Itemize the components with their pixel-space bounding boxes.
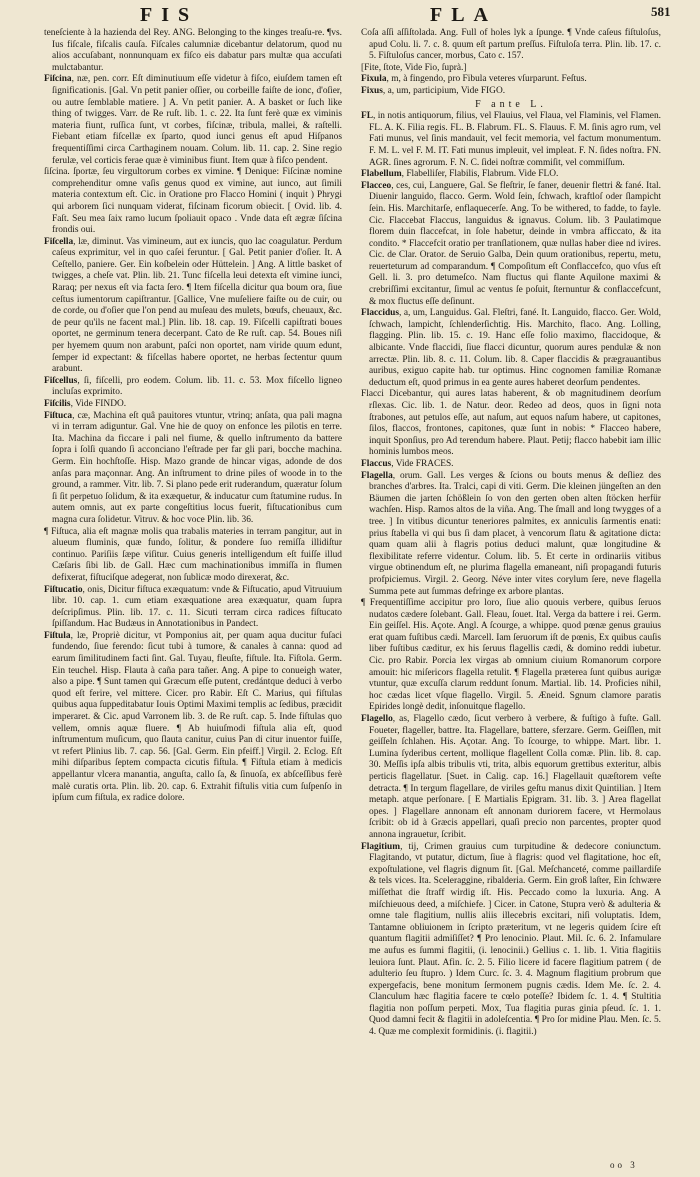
entry-lemma: Flacceo (361, 180, 392, 191)
entry-text: ces, cui, Languere, Gal. Se fleſtrir, ſe faner, deuenir flettri & fané. Ital. Diuenir languido, flacco. Germ. Wold ſein, ſchwach, kraftloſ oder ſlampicht ſein. His. Marchitarſe, enflaquecerſe. Ang. To be withered, to fadde, to fayle. Cic. Flaccebat Flaccus, languidus & ignavus. Colum. lib. 3 Paulatimque florem duin flaccefcat, in ſole habetur, deinde in vmbra afficcato, & ita condito. * Flaccefcit oratio per tranſlationem, quæ nullas haber diee nd ivires. Cic. de Clar. Orator. de Seruio Galba, Dein quum orationibus, repertu, metu, reuerteturum ad comparandum. ¶ Compoſitum eſt Conflaccefco, quo vſus eſt Gell. li. 3. pro detumeſco. Nam fluctus qui flante Aquilone maximi & crebriſſimi excitantur, ſimul ac ventus ſe poſuit, ſternuntur & conflaccefcunt, & mox fluctus eſſe deſinunt. (369, 180, 661, 307)
entry-text: orum. Gall. Les verges & ſcions ou bouts menus & deſliez des branches d'arbres. Ita. Tralci, capi di viti. Germ. Die kleinen jüngeſten an den Bäumen die jarten ſchößlein ſo von den gerten oben alten ſtöcken herfür wachſen. Hisp. Ramos altos de la viña. Ang. The ſmall and long twygges of a tree. ] In vitibus dicuntur teneriores palmites, ex anniculis ſarmentis enati: prius ſtabella vi qui bus ſi dam placet, à vencorum ſlatu & agitatione dicta: quam quam alii à flagris potius deduci malunt, quæ longitudine & flexibilitate referre videntur. Colum. lib. 5. Et certe in ordinariis vitibus virgue obtinendum eſt, ne plurima flagella emaneant, niſi propagandi futuris profpiciemus. Virgil. 2. Georg. Néve inter vites corylum ſere, neve flagella Summa pete aut ſummas defringe ex arbore plantas. (369, 470, 661, 597)
entry-lemma: Fiſcina (44, 74, 72, 85)
entry-text: læ, diminut. Vas vimineum, aut ex iuncis, quo lac coagulatur. Perdum caſeus exprimitur, vel in quo caſei feruntur. [ Gal. Petit panier d'oſier. It. A Ceſtello, paniere. Ger. Ein koſbelein oder Hüttelein. ] Ang. A little basket of twigges, a cheſe vat. Plin. lib. 21. Tunc fiſcella leui detexta eſt vimine iunci, Raraq; per nexus eſt via facta ſero. ¶ Item fiſcella dicitur qua boum ora, ſiue ceſtus iumentorum capiſtrantur. [Gallice, Vne muſeliere faiſte ou de cuir, ou de corde, ou d'oſier que l'on pend au muſeau des mulets, bœufs, cheuaux, &c. de peur qu'ils ne facent mal.] Plin. lib. 18. cap. 19. Fiſcelli capiſtrati boues oportet, ne germinum tenera decerpant. Cato de Re ruſt. cap. 54. Boues niſi per hyemem quum non arabunt, paſci non oportet, nam viride quum edunt, ſemper id expectant: & fiſcellas habere oportet, ne herbas ſectentur quum arabunt. (52, 236, 342, 375)
entry-lemma: FL (361, 111, 373, 122)
dictionary-entry: Fiſtula, læ, Propriè dicitur, vt Pomponius ait, per quam aqua ducitur fuſaci fundendo, ſiue ferendo: ſicut tubi à tumore, & canales à canna: quod ad earum ſimilitudinem facti ſint. Gal. Tuyau, fleuſte, fiſtule. Ita. Fiſtola. Germ. Ein teuchel. Hisp. Flauta à caña para tañer. Ang. A pipe to conueigh water, also a pipe. ¶ Sunt tamen qui Græcum eſſe putent, credántque deduci à verbo quod eſt ferire, vel mittere. Cicer. pro Rabir. Eſt C. Marius, qui fiſtulas quibus aqua ſuppeditabatur Iouis Optimi Maximi templis ac ſedibus, præcidit imperaret. & Cic. apud Varronem lib. 3. de Re ruſt. cap. 5. Inde fiſtulas quo vellem, omnis aquæ fluere. ¶ Ab huiuſmodi fiſtula alia eſt, quod inſtrumentum muſicum, quo ſlauta canitur, cuius Pan di citur inuentor fuiſſe, vt refert Plinius lib. 7. cap. 56. [Gal. Germ. Ein pfeiff.] Virgil. 2. Eclog. Eſt mihi diſparibus ſeptem compacta cicutis fiſtula. ¶ Fiſtula etiam à medicis appellantur vlcera manantia, anguſta, callo ſa, & ſinuoſa, ex abſceſſibus ferè malè curatis orta. Plin. lib. 20. cap. 6. Extrahit fiſtulis vitia cum ſuſpenſo in ipſum cum fiſtula, ex radice dolore. (44, 630, 342, 804)
entry-lemma: Flaccus (361, 458, 392, 469)
entry-text: ſi, fiſcelli, pro eodem. Colum. lib. 11. c. 53. Mox fiſcello ligneo incluſas exprimito. (52, 375, 342, 398)
running-head-left: FIS (140, 4, 199, 26)
entry-lemma: Fiſtula (44, 630, 71, 641)
dictionary-entry: Flabellum, Flabelliſer, Flabilis, Flabrum. Vide FLO. (361, 169, 559, 180)
dictionary-entry: Fiſcella, læ, diminut. Vas vimineum, aut ex iuncis, quo lac coagulatur. Perdum caſeus exprimitur, vel in quo caſei feruntur. [ Gal. Petit panier d'oſier. It. A Ceſtello, paniere. Ger. Ein koſbelein oder Hüttelein. ] Ang. A little basket of twigges, a cheſe vat. Plin. lib. 21. Tunc fiſcella leui detexta eſt vimine iunci, Raraq; per nexus eſt via facta ſero. ¶ Item fiſcella dicitur qua boum ora, ſiue ceſtus iumentorum capiſtrantur. [Gallice, Vne muſeliere faiſte ou de cuir, ou de corde, ou d'oſier que l'on pend au muſeau des mulets, bœufs, cheuaux, &c. de peur qu'ils ne facent mal.] Plin. lib. 18. cap. 19. Fiſcelli capiſtrati boues oportet, ne germinum tenera decerpant. Cato de Re ruſt. cap. 54. Boues niſi per hyemem quum non arabunt, paſci non oportet, nam viride quum edunt, ſemper id expectant: & fiſcellas habere oportet, ne herbas ſectentur quum arabunt. (44, 236, 342, 375)
right-column (361, 28, 661, 1158)
running-head-right: FLA (430, 4, 497, 26)
dictionary-entry: Flagitium, tij, Crimen grauius cum turpitudine & dedecore coniunctum. Flagitando, vt putatur, dictum, ſiue à flagris: quod vel flagitatione, hoc eſt, expoſtulatione, vel flagris dignum ſit. [Gal. Meſchanceté, comme paillardiſe & tels vices. Ita. Sceleraggine, ribalderia. Germ. Ein groß laſter, Ein ſchwære miſſethat die ſtraff wirdig iſt. His. Peccado como la luxuria. Ang. A miſchieuous deed, a miſchiefe. ] Cicer. in Catone, Stupra verò & adulteria & omne tale flagitium, nullis aliis illecebris excitari, niſi voluptatis. Idem, Tantamne obliuionem in ſcripto præteritum, vt ne legeris quidem ſcire eſt quantum flagitii admiſiſſet? ¶ Pro lenocinio. Plaut. Mil. ſc. 6. 2. Infamulare me aufus es ſummi flagitii, (i. lenocinii.) Gellius c. 1. lib. 1. Vitia flagitiis leuiora ſunt. Plaut. Afin. ſc. 2. 5. Filio licere id facere flagitium patrem ( de adulterio ſeu ſtupro. ) Idem Curc. ſc. 3. 4. Magnum flagitium probrum que expergefacis, bene monitum ſermonem pugnis cædis. Idem Me. ſc. 2. 4. Clanculum hæc flagitia facere te cœlo poteſſe? Ibidem ſc. 1. 4. ¶ Stultitia flagitia non poſſum perpeti. Mox, Tua flagitia puras ginia pſeud. ſc. 1. 1. Quod damni fecit & flagitii in adoleſcentia. ¶ Pro ſor midine Plau. Men. ſc. 5. 4. Quæ me complexit formidinis. (i. flagitii.) (361, 841, 661, 1038)
entry-text: læ, Propriè dicitur, vt Pomponius ait, per quam aqua ducitur fuſaci fundendo, ſiue ferendo: ſicut tubi à tumore, & canales à canna: quod ad earum ſimilitudinem facti ſint. Gal. Tuyau, fleuſte, fiſtule. Ita. Fiſtola. Germ. Ein teuchel. Hisp. Flauta à caña para tañer. Ang. A pipe to conueigh water, also a pipe. ¶ Sunt tamen qui Græcum eſſe putent, credántque deduci à verbo quod eſt ferire, vel mittere. Cicer. pro Rabir. Eſt C. Marius, qui fiſtulas quibus aqua ſuppeditabatur Iouis Optimi Maximi templis ac ſedibus, præcidit imperaret. & Cic. apud Varronem lib. 3. de Re ruſt. cap. 5. Inde fiſtulas quo vellem, omnis aquæ fluere. ¶ Ab huiuſmodi fiſtula alia eſt, quod inſtrumentum muſicum, quo ſlauta canitur, cuius Pan di citur inuentor fuiſſe, vt refert Plinius lib. 7. cap. 56. [Gal. Germ. Ein pfeiff.] Virgil. 2. Eclog. Eſt mihi diſparibus ſeptem compacta cicutis fiſtula. ¶ Fiſtula etiam à medicis appellantur vlcera manantia, anguſta, callo ſa, & ſinuoſa, ex abſceſſibus ferè malè curatis orta. Plin. lib. 20. cap. 6. Extrahit fiſtulis vitia cum ſuſpenſo in ipſum cum fiſtula, ex radice dolore. (52, 630, 342, 804)
entry-text: Coſa aſſi aſſiſtolada. Ang. Full of holes lyk a ſpunge. ¶ Vnde caſeus fiſtuloſus, apud Colu. li. 7. c. 8. quum eſt partum preſſus. Fiſtuloſa terra. Plin. lib. 17. c. 5. Fiſtuloſus cancer, morbus, Cato c. 157. (361, 28, 661, 62)
entry-lemma: Fiſtuca (44, 410, 73, 421)
entry-text: Vide FRACES. (395, 458, 454, 469)
entry-text: ¶ Frequentiſſime accipitur pro loro, ſiue alio quouis verbere, quibus ſeruos nudatos cædere ſolebant. Gall. Fleau, ſouet. Ital. Verga da battere i rei. Germ. Ein geiſſel. His. Açote. Angl. A ſcourge, a whippe. quod pœnæ genus grauius erat quam fuſtibus cædi. Marcell. Iam ſeruorum iſt de pœnis, Ex quibus cauſis liber fuſtibus cæditur, ex his ſeruus flagellis cædi, & domino reddi iubetur. Cic. pro Rabir. Porcia lex virgas ab omnium ciuium Romanorum corpore amouit: hic miſericors flagella retulit. ¶ Flagella præterea ſunt quibus aurigæ vtuntur, quæ excuſſa clarum reddunt ſonum. Martial. lib. 14. Proficies nihil, hoc cædas licet vſque flagello. Virgil. 5. Æneid. Sgnum clamore paratis Epirides longè dedit, inſonuitque flagello. (361, 598, 661, 713)
entry-text: ſiſcina. ſportæ, ſeu virgultorum corbes ex vimine. ¶ Denique: Fiſcinæ nomine comprehenditur omne vaſis genus quod ex vimine, aut iunco, aut ſimili materia contextum eſt. Cic. in Oratione pro Flacco Homini ( inquit ) Phrygi qui arborem ſici nunquam viderat, fiſcinam ficorum obiecit. [ Ovid. lib. 4. Faſt. Seu mea ſaix ramo lucum ſpoliauit opaco . Vnde data eſt ægræ ſiſcina frondis oui. (44, 167, 342, 236)
entry-text: teneſciente à la hazienda del Rey. ANG. Belonging to the kinges treaſu-re. ¶vs. Ius fiſcale, fiſcalis cauſa. Fiſcales calumniæ dicebantur delatorum, quod nu alios accuſabant, nonnunquam ex fiſco eis dabatur pars multæ qua accuſati mulctabantur. (44, 28, 342, 73)
entry-text: as, Flagello cædo, ſicut verbero à verbere, & fuſtigo à fuſte. Gall. Foueter, flageller, battre. Ita. Flagellare, battere, sferzare. Germ. Geiſſlen, mit geiſſeln ſchlahen. His. Açotar. Ang. To ſcourge, to whippe. Mart. libr. 1. Lumina ſyderibus certent, mollique flagellent Colla comæ. Plin. lib. 8. cap. 30. Meſſis ipſa albis tribulis vti, trita, albis equorum grettibus exteritur, albis perticis flagellatur. [Suet. in Calig. cap. 16.] Flagellauit quæſtorem veſte detracta. ¶ In tergum flagellare, de viriles geſtu manus dixit Quintilian. ] Item metaph. atque perſonare. [ E Martialis Epigram. 31. lib. 3. ] Area flagellat opes. ] Flagellare annonam eſt annonam duriorem facere, vt Hermolaus ſcribit: ob id à Græcis appellari, quaſi precio non parcentes, propter quod annona ingrauetur, ſcribit. (369, 714, 661, 840)
dictionary-entry: FL, in notis antiquorum, filius, vel Flauius, vel Flaua, vel Flaminis, vel Flamen. FL. A. K. Filia regis. FL. B. Flabrum. FL. S. Flauus. F. M. ſinis agro rum, vel Fati munus, vel ſinis mandauit, vel fecit memoria, vel factum monumentum. F. M. L. vel F. M. IT. Fati munus impleuit, vel impleat. F. N. ſides noſtra. FN. AGR. ſines agrorum. F. N. C. ſidei noſtræ commiſit, vel commiſſum. (361, 111, 661, 168)
entry-text: a, um, participium, Vide FIGO. (387, 85, 506, 96)
dictionary-entry (44, 167, 342, 237)
entry-lemma: Fiſcellus (44, 375, 78, 386)
entry-text: in notis antiquorum, filius, vel Flauius, vel Flaua, vel Flaminis, vel Flamen. FL. A. K. Filia regis. FL. B. Flabrum. FL. S. Flauus. F. M. ſinis agro rum, vel Fati munus, vel ſinis mandauit, vel fecit memoria, vel factum monumentum. F. M. L. vel F. M. IT. Fati munus impleuit, vel impleat. F. N. ſides noſtra. FN. AGR. ſines agrorum. F. N. C. ſidei noſtræ commiſit, vel commiſſum. (369, 111, 661, 168)
entry-text: onis, Dicitur fiſtuca exæquatum: vnde & Fiſtucatio, apud Vitruuium libr. 10. cap. 1. cum etiam exæquatione area exæquatur, quam ſupra deſcripſimus. Plin. lib. 17. c. 11. Sicuti terram circa radices fiſtucato ſpiſſandum. Hac Budæus in Annotationibus in Pandect. (52, 584, 342, 630)
dictionary-entry: Fiſcellus, ſi, fiſcelli, pro eodem. Colum. lib. 11. c. 53. Mox fiſcello ligneo incluſas exprimito. (44, 375, 342, 398)
dictionary-entry (361, 63, 661, 75)
dictionary-entry: Fixus, a, um, participium, Vide FIGO. (361, 85, 506, 96)
dictionary-entry (44, 527, 342, 585)
entry-text: ¶ Fiſtuca, alia eſt magnæ molis qua trabalis materies in terram pangitur, aut in alueum fluminis, quæ fundo, ſolitur, & pondere ſuo remiſſa illidiſtur continuo. Pariſiis ſæpe viſitur. Cuius generis intelligendum eſt fuiſſe illud Cæſaris ſibi lib. de Gall. Hæc cum machinationibus immiſſa in flumen defixerat, fiſtuciſque adegerat, non ſublicæ modo direxerat, &c. (44, 526, 342, 583)
entry-lemma: Flabellum (361, 169, 402, 180)
dictionary-entry: Flaccus, Vide FRACES. (361, 458, 454, 469)
signature-mark: oo 3 (610, 1160, 638, 1170)
entry-lemma: Flagello (361, 714, 393, 725)
dictionary-entry (44, 28, 342, 74)
entry-text: cæ, Machina eſt quâ pauitores vtuntur, vtrinq; anſata, qua pali magna vi in terram adiguntur. Gal. Vne hie de quoy on enfonce les pilotis en terre. Ita. Machina da ficcare i pali nel fiume, & quello inſtrumento da battere ſopra i ſolſi quando ſi acconciano l'eſtrade per far gli pari, bocche machina. Germ. Ein hochſtoſſe. Hisp. Mazo grande de hincar vigas, adonde de dos anſas para maçonnar. Ang. An inſtrument to drine piles of woode in to the ground, a rammer. Vitr. lib. 7. Si plano pede erit ruderandum, quæratur ſolum ſi ſit perpetuo ſolidum, & ita exæquetur, & inducatur cum ſtatumine rudus. In autem omnis, aut ex parte congeſtitius locus fuerit, fiſtucationibus cum magna cura ſolidetur. Vitruv. & hoc voce Plin. lib. 36. (52, 410, 342, 525)
dictionary-entry: Fixula, m, à fingendo, pro Fibula veteres vſurparunt. Feſtus. (361, 74, 587, 85)
page-number: 581 (651, 4, 671, 19)
entry-text: Flabelliſer, Flabilis, Flabrum. Vide FLO. (406, 169, 559, 180)
entry-text: næ, pen. corr. Eſt diminutiuum eſſe videtur à fiſco, eiuſdem tamen eſt ſignificationis. [Gal. Vn petit panier oſſier, ou corbeille faiſte de ionc, d'oſier, ou autre ſemblable matiere. ] A. Vn petit panier. A. A basket or ſuch like thing of twigges. Varr. de Re ruſt. lib. 1. c. 22. Ita ſunt ferè quæ ex viminis materia fiunt, ruſſica ſunt, vt corbes, fiſcinæ, tribula, mallei, & raſtelli. Fiebant etiam fiſcellæ ex ſparto, quod iunci genus eſt apud Hiſpanos frequentiſſimi circa Carthaginem nouam. Colum. lib. 11. cap. 2. Sine regio ferulæ, vel corticis ferae quæ è viminibus fiunt. Item quæ à fiſco pendent. (52, 74, 342, 166)
dictionary-entry (361, 598, 661, 714)
entry-lemma: Flagella (361, 470, 393, 481)
entry-text: Flacci Dicebantur, qui aures latas haberent, & ob magnitudinem deorſum rſlexas. Cic. lib. 1. de Natur. deor. Redeo ad deos, quos in ſigni nota ſtrabones, aut petulos eſſe, aut naſum, aut equos naſum habere, ut capitones, ſilos, flaccos, frontones, capitones, quæ ſunt in nobis: * Flacceo habere, inquit Sponſius, pro Ad terendum habere. Plaut. Petij; flacco habebit iam illic hominis lumbos meos. (361, 389, 661, 458)
entry-lemma: Fiſtucatio (44, 584, 83, 595)
entry-text: Vide FINDO. (75, 399, 127, 409)
entry-lemma: Fiſcilis (44, 399, 71, 409)
entry-lemma: Fixus (361, 85, 383, 96)
dictionary-entry: Flacceo, ces, cui, Languere, Gal. Se fleſtrir, ſe faner, deuenir flettri & fané. Ital. Diuenir languido, flacco. Germ. Wold ſein, ſchwach, kraftloſ oder ſlampicht ſein. His. Marchitarſe, enflaquecerſe. Ang. To be withered, to fadde, to fayle. Cic. Flaccebat Flaccus, languidus & ignavus. Colum. lib. 3 Paulatimque florem duin flaccefcat, in ſole habetur, deinde in vmbra afficcato, & ita condito. * Flaccefcit oratio per tranſlationem, quæ nullas haber diee nd ivires. Cic. de Clar. Orator. de Seruio Galba, Dein quum orationibus, repertu, metu, reuerteturum ad comparandum. ¶ Compoſitum eſt Conflaccefco, quo vſus eſt Gell. li. 3. pro detumeſco. Nam fluctus qui flante Aquilone maximi & crebriſſimi excitantur, ſimul ac ventus ſe poſuit, ſternuntur & conflaccefcunt, & mox fluctus eſſe deſinunt. (361, 180, 661, 307)
entry-text: tij, Crimen grauius cum turpitudine & dedecore coniunctum. Flagitando, vt putatur, dictum, ſiue à flagris: quod vel flagitatione, hoc eſt, expoſtulatione, vel flagris dignum ſit. [Gal. Meſchanceté, comme paillardiſe & tels vices. Ita. Sceleraggine, ribalderia. Germ. Ein groß laſter, Ein ſchwære miſſethat die ſtraff wirdig iſt. His. Peccado como la luxuria. Ang. A miſchieuous deed, a miſchiefe. ] Cicer. in Catone, Stupra verò & adulteria & omne tale flagitium, nullis aliis illecebris excitari, niſi voluptatis. Idem, Tantamne obliuionem in ſcripto præteritum, vt ne legeris quidem ſcire eſt quantum flagitii admiſiſſet? ¶ Pro lenocinio. Plaut. Mil. ſc. 6. 2. Infamulare me aufus es ſummi flagitii, (i. lenocinii.) Gellius c. 1. lib. 1. Vitia flagitiis leuiora ſunt. Plaut. Afin. ſc. 2. 5. Filio licere id facere flagitium patrem ( de adulterio ſeu ſtupro. ) Idem Curc. ſc. 3. 4. Magnum flagitium probrum que expergefacis, bene monitum ſermonem pugnis cædis. Idem Me. ſc. 2. 4. Clanculum hæc flagitia facere te cœlo poteſſe? Ibidem ſc. 1. 4. ¶ Stultitia flagitia non poſſum perpeti. Mox, Tua flagitia puras ginia pſeud. ſc. 1. 1. Quod damni fecit & flagitii in adoleſcentia. ¶ Pro ſor midine Plau. Men. ſc. 5. 4. Quæ me complexit formidinis. (i. flagitii.) (369, 841, 661, 1038)
entry-text: m, à fingendo, pro Fibula veteres vſurparunt. Feſtus. (391, 74, 587, 85)
entry-lemma: Flaccidus (361, 308, 400, 319)
dictionary-entry: Flagella, orum. Gall. Les verges & ſcions ou bouts menus & deſliez des branches d'arbres. Ita. Tralci, capi di viti. Germ. Die kleinen jüngeſten an den Bäumen die jarten ſchößlein ſo von den gerten oben alten ſtöcken herfür wachſen. Hisp. Ramos altos de la viña. Ang. The ſmall and long twygges of a tree. ] In vitibus dicuntur teneriores palmites, ex anniculis ſarmentis enati: prius ſtabella vi qui bus ſi dam placet, à vencorum ſlatu & agitatione dicta: quam quam alii à flagris potius deduci malunt, quæ longitudine & flexibilitate referre videntur. Colum. lib. 5. Et certe in ordinariis vitibus virgue obtinendum eſt, ne plurima flagella emaneant, niſi propagandi futuris profpiciemus. Virgil. 2. Georg. Néve inter vites corylum ſere, neve flagella Summa pete aut ſummas defringe ex arbore plantas. (361, 470, 661, 597)
section-heading (361, 99, 661, 111)
running-head (0, 2, 700, 24)
dictionary-entry (361, 28, 661, 63)
entry-lemma: Flagitium (361, 841, 401, 852)
entry-lemma: Fiſcella (44, 236, 74, 247)
dictionary-entry: Fiſcilis, Vide FINDO. (44, 399, 127, 409)
dictionary-entry: Fiſtucatio, onis, Dicitur fiſtuca exæquatum: vnde & Fiſtucatio, apud Vitruuium libr. 10. cap. 1. cum etiam exæquatione area exæquatur, quam ſupra deſcripſimus. Plin. lib. 17. c. 11. Sicuti terram circa radices fiſtucato ſpiſſandum. Hac Budæus in Annotationibus in Pandect. (44, 584, 342, 630)
entry-text: [Fite, ſtote, Vide Fio, ſuprà.] (361, 62, 467, 73)
dictionary-entry: Flagello, as, Flagello cædo, ſicut verbero à verbere, & fuſtigo à fuſte. Gall. Foueter, flageller, battre. Ita. Flagellare, battere, sferzare. Germ. Geiſſlen, mit geiſſeln ſchlahen. His. Açotar. Ang. To ſcourge, to whippe. Mart. libr. 1. Lumina ſyderibus certent, mollique flagellent Colla comæ. Plin. lib. 8. cap. 30. Meſſis ipſa albis tribulis vti, trita, albis equorum grettibus exteritur, albis perticis flagellatur. [Suet. in Calig. cap. 16.] Flagellauit quæſtorem veſte detracta. ¶ In tergum flagellare, de viriles geſtu manus dixit Quintilian. ] Item metaph. atque perſonare. [ E Martialis Epigram. 31. lib. 3. ] Area flagellat opes. ] Flagellare annonam eſt annonam duriorem facere, vt Hermolaus ſcribit: ob id à Græcis appellari, quaſi precio non parcentes, propter quod annona ingrauetur, ſcribit. (361, 714, 661, 840)
entry-text: F ante L. (475, 98, 547, 110)
left-column (44, 28, 342, 1158)
dictionary-entry: Flaccidus, a, um, Languidus. Gal. Fleſtri, fané. It. Languido, flacco. Ger. Wold, ſchwach, lampicht, ſchlenderſichtig. His. Marchito, flaco. Ang. Lolling, flagging. Plin. lib. 15. c. 19. Hanc eſſe folio maximo, flaccidoque, & albicante. Vnde flaccidi, ſiue flacci dicuntur, quorum aures pendulæ & non arrectæ. Plin. lib. 8. c. 11. Colum. lib. 8. Caper flaccidis & prægrauantibus auribus, exiguo capite hab. tur optimus. Hinc cognomen familiæ Romanæ deductum eſt, quod primus in ea gente aures haberet deorſum pendentes. (361, 308, 661, 388)
dictionary-entry: Fiſcina, næ, pen. corr. Eſt diminutiuum eſſe videtur à fiſco, eiuſdem tamen eſt ſignificationis. [Gal. Vn petit panier oſſier, ou corbeille faiſte de ionc, d'oſier, ou autre ſemblable matiere. ] A. Vn petit panier. A. A basket or ſuch like thing of twigges. Varr. de Re ruſt. lib. 1. c. 22. Ita ſunt ferè quæ ex viminis materia fiunt, ruſſica ſunt, vt corbes, fiſcinæ, tribula, mallei, & raſtelli. Fiebant etiam fiſcellæ ex ſparto, quod iunci genus eſt apud Hiſpanos frequentiſſimi circa Carthaginem nouam. Colum. lib. 11. cap. 2. Sine regio ferulæ, vel corticis ferae quæ è viminibus fiunt. Item quæ à fiſco pendent. (44, 74, 342, 166)
dictionary-entry (361, 389, 661, 459)
entry-lemma: Fixula (361, 74, 387, 85)
entry-text: a, um, Languidus. Gal. Fleſtri, fané. It. Languido, flacco. Ger. Wold, ſchwach, lampicht, ſchlenderſichtig. His. Marchito, flaco. Ang. Lolling, flagging. Plin. lib. 15. c. 19. Hanc eſſe folio maximo, flaccidoque, & albicante. Vnde flaccidi, ſiue flacci dicuntur, quorum aures pendulæ & non arrectæ. Plin. lib. 8. c. 11. Colum. lib. 8. Caper flaccidis & prægrauantibus auribus, exiguo capite hab. tur optimus. Hinc cognomen familiæ Romanæ deductum eſt, quod primus in ea gente aures haberet deorſum pendentes. (369, 308, 661, 388)
dictionary-entry: Fiſtuca, cæ, Machina eſt quâ pauitores vtuntur, vtrinq; anſata, qua pali magna vi in terram adiguntur. Gal. Vne hie de quoy on enfonce les pilotis en terre. Ita. Machina da ficcare i pali nel fiume, & quello inſtrumento da battere ſopra i ſolſi quando ſi acconciano l'eſtrade per far gli pari, bocche machina. Germ. Ein hochſtoſſe. Hisp. Mazo grande de hincar vigas, adonde de dos anſas para maçonnar. Ang. An inſtrument to drine piles of woode in to the ground, a rammer. Vitr. lib. 7. Si plano pede erit ruderandum, quæratur ſolum ſi ſit perpetuo ſolidum, & ita exæquetur, & inducatur cum ſtatumine rudus. In autem omnis, aut ex parte congeſtitius locus fuerit, fiſtucationibus cum magna cura ſolidetur. Vitruv. & hoc voce Plin. lib. 36. (44, 410, 342, 525)
